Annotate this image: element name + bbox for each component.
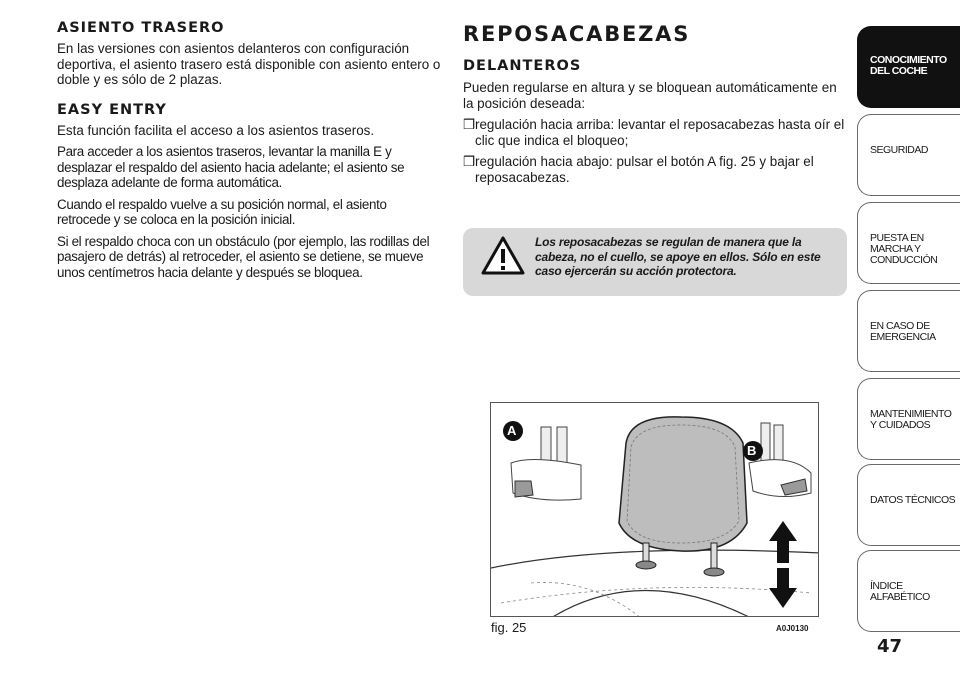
warning-text: Los reposacabezas se regulan de manera que la cabeza, no el cuello, se apoye en ellos. Sólo en este caso ejercerán su acción protectora. bbox=[535, 235, 821, 278]
tab-datos-tecnicos[interactable]: DATOS TÉCNICOS bbox=[857, 464, 960, 546]
headrest-illustration bbox=[491, 403, 819, 617]
inset-latch-b bbox=[743, 423, 811, 497]
left-column bbox=[57, 20, 442, 286]
figure-label-b: B bbox=[747, 443, 757, 458]
section-title-reposacabezas: REPOSACABEZAS bbox=[463, 22, 691, 46]
right-column bbox=[463, 22, 847, 191]
headrest-figure bbox=[490, 402, 819, 617]
paragraph-easy-entry-1: Esta función facilita el acceso a los asientos traseros. bbox=[57, 122, 375, 138]
tab-puesta-en-marcha[interactable]: PUESTA EN MARCHA Y CONDUCCIÓN bbox=[857, 202, 960, 284]
section-title-asiento-trasero: ASIENTO TRASERO bbox=[57, 20, 225, 36]
tab-en-caso-de-emergencia[interactable]: EN CASO DE EMERGENCIA bbox=[857, 290, 960, 372]
figure-label-a: A bbox=[507, 423, 517, 438]
bullet-item bbox=[463, 117, 847, 148]
bullet-box-icon: ❒ bbox=[463, 117, 476, 132]
tab-mantenimiento[interactable]: MANTENIMIENTO Y CUIDADOS bbox=[857, 378, 960, 460]
warning-box bbox=[463, 228, 847, 296]
bullet-box-icon: ❒ bbox=[463, 154, 476, 169]
warning-triangle-icon bbox=[481, 236, 525, 276]
section-title-easy-entry: EASY ENTRY bbox=[57, 101, 167, 118]
paragraph-easy-entry-3: Cuando el respaldo vuelve a su posición normal, el asiento retrocede y se coloca en la posición inicial. bbox=[57, 196, 387, 227]
paragraph-easy-entry-4: Si el respaldo choca con un obstáculo (por ejemplo, las rodillas del pasajero de detrás) al retroceder, el asiento se detiene, se mueve unos centímetros hacia delante y después se bloquea. bbox=[57, 233, 430, 280]
paragraph-reposacabezas-intro: Pueden regularse en altura y se bloquean automáticamente en la posición deseada: bbox=[463, 80, 837, 111]
up-down-arrow-icon bbox=[769, 521, 797, 608]
paragraph-asiento-trasero: En las versiones con asientos delanteros con configuración deportiva, el asiento trasero está disponible con asiento entero o doble y es sólo de 2 plazas. bbox=[57, 41, 441, 87]
bullet-item bbox=[463, 154, 847, 185]
figure-caption: fig. 25 bbox=[491, 620, 527, 635]
page-number: 47 bbox=[877, 636, 903, 657]
subsection-title-delanteros: DELANTEROS bbox=[463, 58, 582, 74]
figure-code: A0J0130 bbox=[776, 624, 809, 633]
tab-indice-alfabetico[interactable]: ÍNDICE ALFABÉTICO bbox=[857, 550, 960, 632]
paragraph-easy-entry-2: Para acceder a los asientos traseros, levantar la manilla E y desplazar el respaldo del asiento hacia adelante; el asiento se desplaza adelante de forma automática. bbox=[57, 144, 405, 190]
bullet-text: regulación hacia abajo: pulsar el botón A fig. 25 y bajar el reposacabezas. bbox=[475, 154, 814, 185]
tab-conocimiento-del-coche[interactable]: CONOCIMIENTO DEL COCHE bbox=[857, 26, 960, 108]
bullet-text: regulación hacia arriba: levantar el reposacabezas hasta oír el clic que indica el bloqueo; bbox=[475, 117, 845, 148]
tab-seguridad[interactable]: SEGURIDAD bbox=[857, 114, 960, 196]
